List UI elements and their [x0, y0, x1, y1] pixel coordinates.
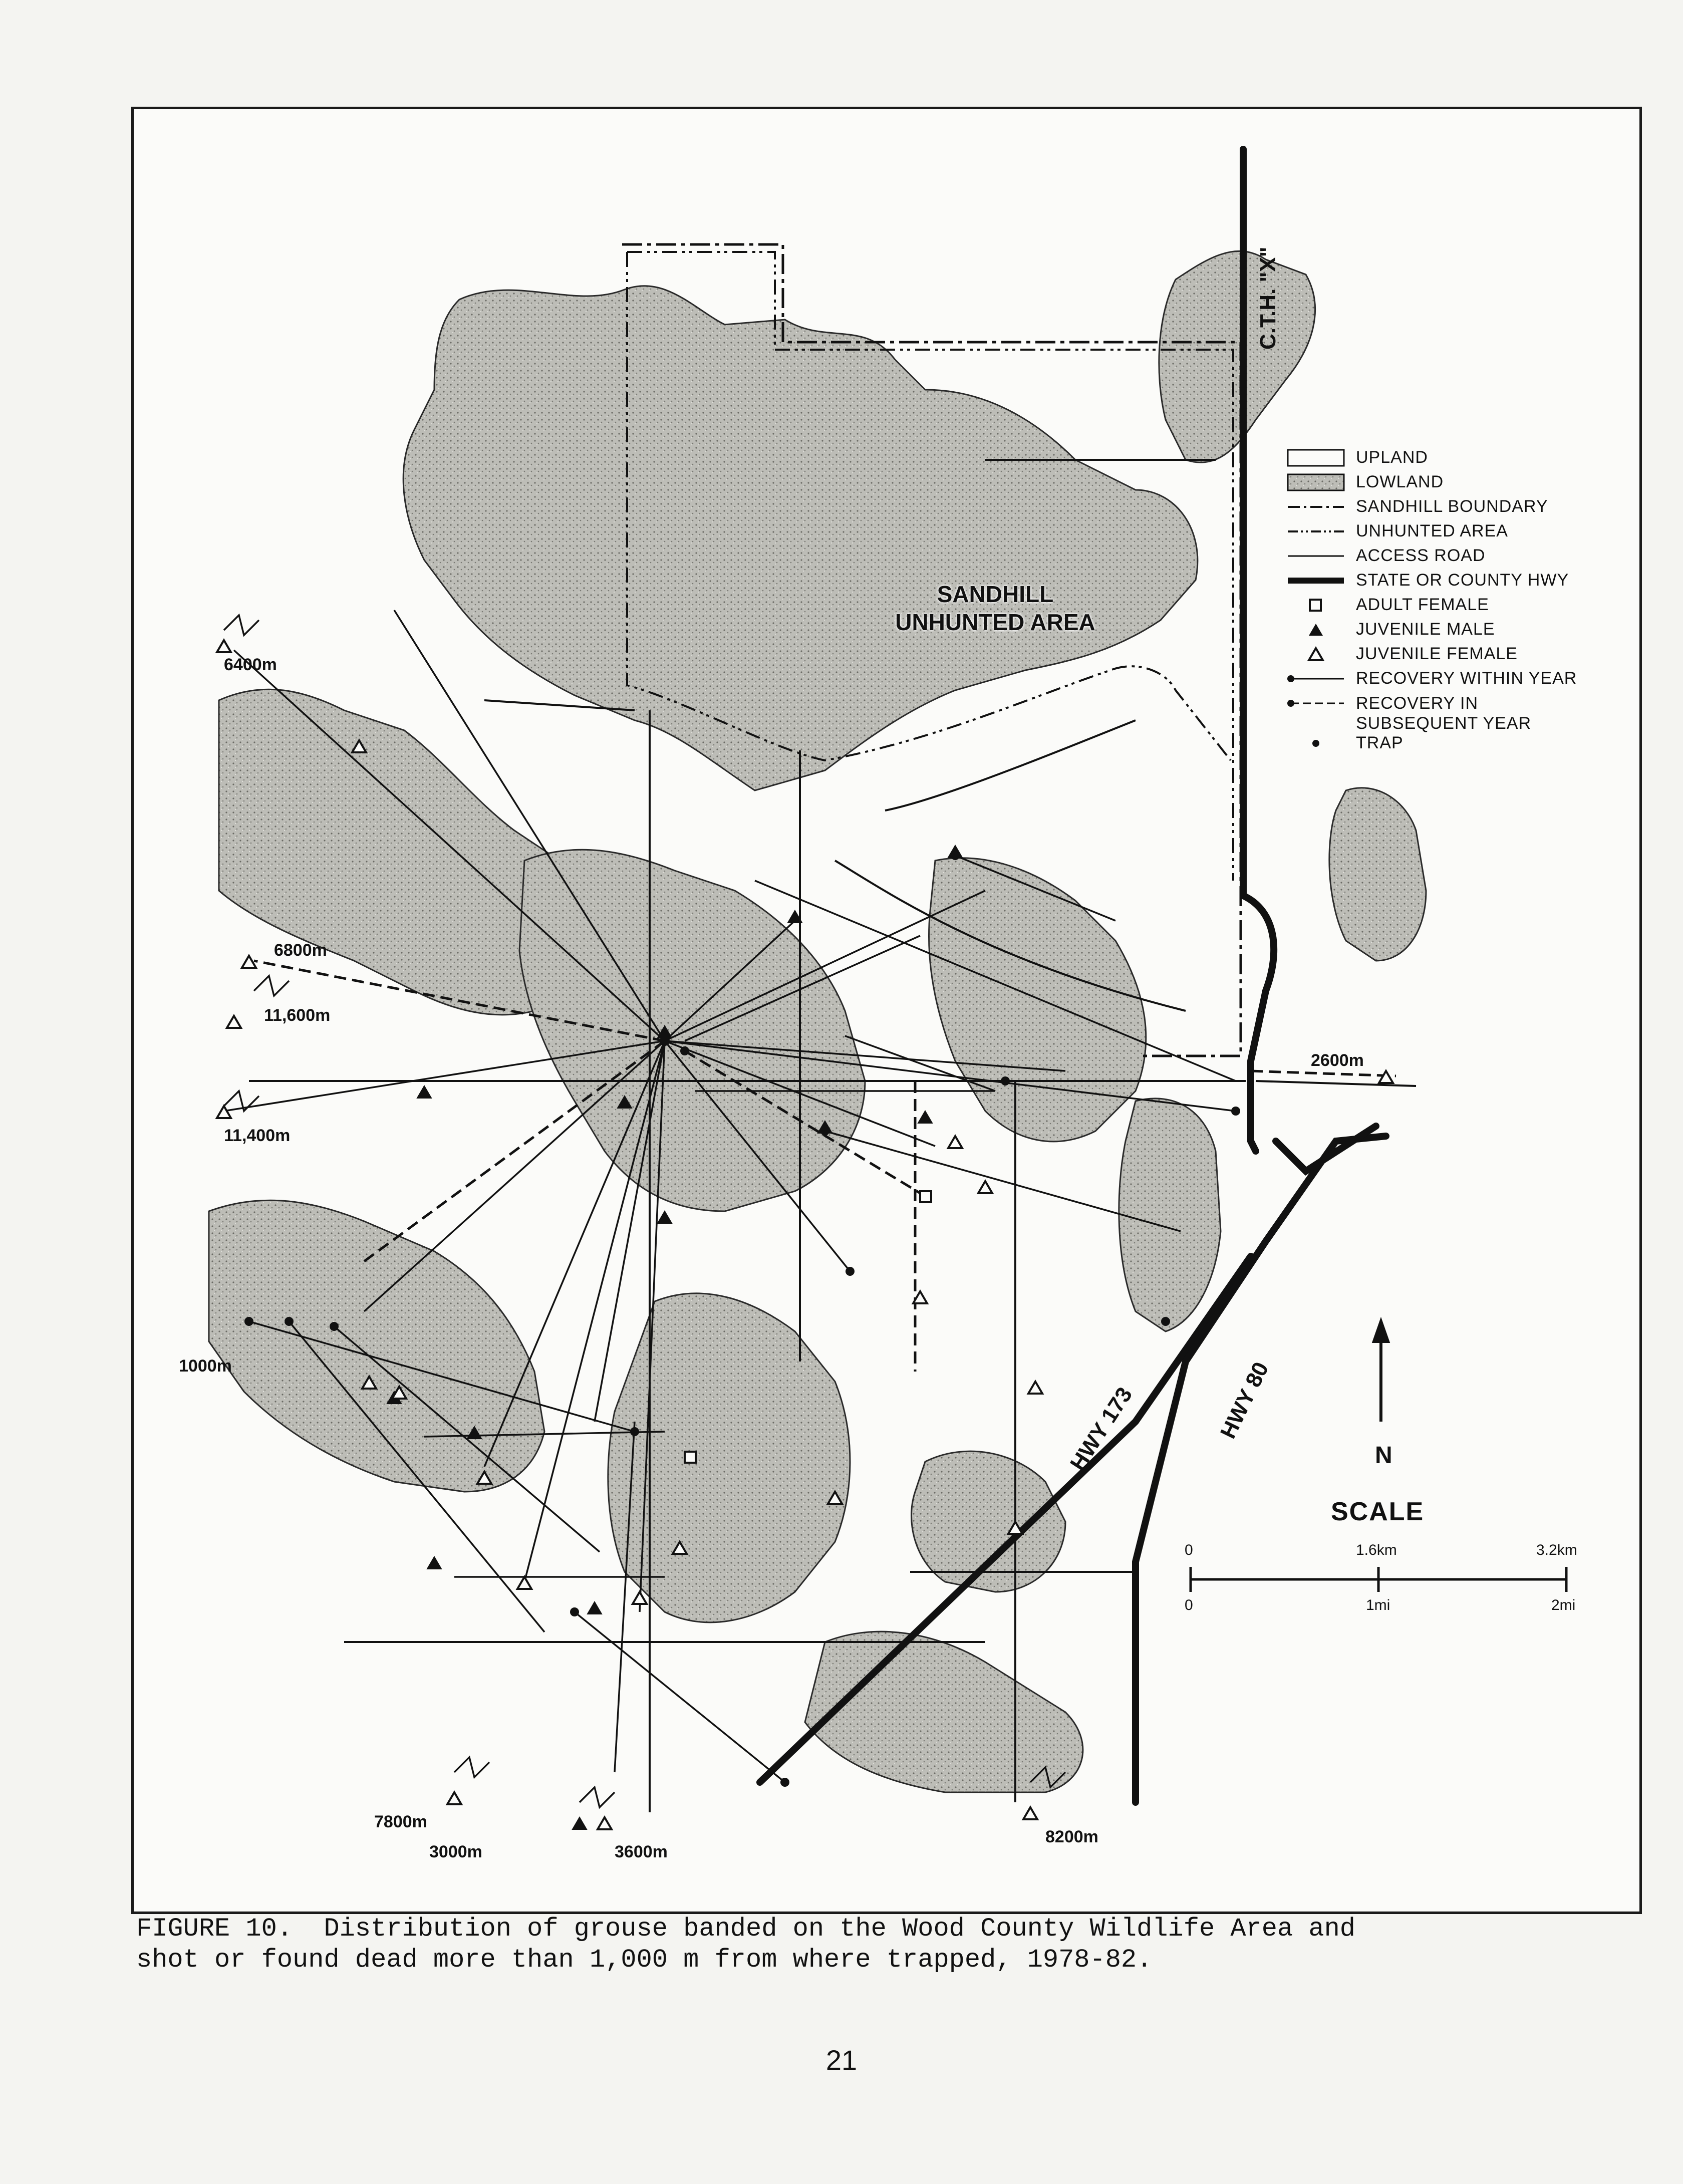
lowland-east-center	[929, 858, 1146, 1142]
distance-label: 6400m	[224, 655, 277, 674]
distance-label: 3600m	[615, 1842, 668, 1861]
distance-label: 1000m	[179, 1356, 232, 1376]
legend-label: UPLAND	[1356, 448, 1428, 467]
legend-item-access-road	[1286, 543, 1606, 568]
map-legend	[1286, 445, 1606, 755]
page-number: 21	[825, 2044, 858, 2076]
legend-label: STATE OR COUNTY HWY	[1356, 571, 1569, 590]
dash-dot-line-icon	[1286, 497, 1346, 517]
map-canvas	[134, 109, 1639, 1912]
distance-label: 11,400m	[224, 1126, 291, 1145]
label-cth-x: C.T.H. "X"	[1256, 246, 1280, 350]
legend-item-juvenile-male	[1286, 617, 1606, 641]
legend-item-sandhill-boundary	[1286, 494, 1606, 518]
thick-line-icon	[1286, 571, 1346, 591]
scale-mi-tick: 2mi	[1551, 1597, 1576, 1613]
legend-item-recovery-within-year	[1286, 666, 1606, 690]
scale-title: SCALE	[1331, 1497, 1425, 1526]
dashed-line-dot-icon	[1286, 693, 1346, 713]
legend-label: RECOVERY IN SUBSEQUENT YEAR	[1356, 694, 1532, 733]
distance-label: 6800m	[274, 941, 327, 960]
legend-item-recovery-subsequent-year	[1286, 690, 1606, 733]
scale-bar	[1191, 1567, 1566, 1592]
distance-label: 11,600m	[264, 1006, 331, 1025]
caption-line-1: FIGURE 10. Distribution of grouse banded on the Wood County Wildlife Area and	[136, 1914, 1355, 1944]
legend-label: ADULT FEMALE	[1356, 595, 1489, 614]
legend-item-state-county-hwy	[1286, 568, 1606, 592]
filled-triangle-icon	[1286, 620, 1346, 640]
open-triangle-icon	[1286, 644, 1346, 664]
distance-label: 3000m	[429, 1842, 482, 1861]
legend-label: ACCESS ROAD	[1356, 546, 1486, 565]
solid-line-dot-icon	[1286, 669, 1346, 689]
area-title-line-2: UNHUNTED AREA	[895, 609, 1095, 635]
north-arrow	[1374, 1321, 1388, 1422]
distance-label: 8200m	[1045, 1827, 1098, 1846]
scale-km-tick: 1.6km	[1356, 1542, 1397, 1558]
lowland-east-edge	[1329, 788, 1426, 961]
legend-label: JUVENILE FEMALE	[1356, 644, 1518, 663]
scale-km-tick: 3.2km	[1536, 1542, 1577, 1558]
dash-dot-dot-line-icon	[1286, 521, 1346, 541]
lowland-southwest	[209, 1200, 544, 1492]
lowland-swatch-icon	[1286, 472, 1346, 492]
legend-item-juvenile-female	[1286, 641, 1606, 666]
legend-item-unhunted-area	[1286, 518, 1606, 543]
lowland-north-central	[403, 286, 1198, 790]
legend-item-trap	[1286, 730, 1606, 755]
legend-label: TRAP	[1356, 733, 1404, 752]
legend-label: SANDHILL BOUNDARY	[1356, 497, 1548, 516]
lowland-northeast	[1159, 251, 1315, 462]
figure-caption	[136, 1914, 1564, 1976]
hwy-80-junction	[1276, 1126, 1376, 1171]
label-hwy-80: HWY 80	[1216, 1358, 1274, 1443]
unhunted-area-title	[865, 580, 1126, 636]
legend-label: RECOVERY WITHIN YEAR	[1356, 669, 1577, 688]
legend-item-lowland	[1286, 469, 1606, 494]
legend-label: LOWLAND	[1356, 472, 1444, 491]
label-hwy-173: HWY 173	[1065, 1383, 1138, 1475]
scale-mi-tick: 0	[1185, 1597, 1193, 1613]
lowland-center	[519, 850, 865, 1211]
legend-label: UNHUNTED AREA	[1356, 521, 1508, 540]
distance-label: 2600m	[1311, 1051, 1364, 1070]
lowland-south-center	[608, 1293, 850, 1622]
map-frame	[131, 107, 1642, 1914]
lowland-patch-se	[912, 1451, 1066, 1592]
thin-line-icon	[1286, 546, 1346, 566]
legend-item-upland	[1286, 445, 1606, 469]
upland-swatch-icon	[1286, 448, 1346, 468]
scale-mi-tick: 1mi	[1366, 1597, 1390, 1613]
lowland-south	[805, 1631, 1083, 1792]
distance-label: 7800m	[374, 1812, 427, 1831]
lowland-east-south	[1119, 1099, 1221, 1331]
area-title-line-1: SANDHILL	[937, 581, 1054, 607]
dot-icon	[1286, 733, 1346, 753]
legend-item-adult-female	[1286, 592, 1606, 617]
scale-km-tick: 0	[1185, 1542, 1193, 1558]
caption-line-2: shot or found dead more than 1,000 m from where trapped, 1978-82.	[136, 1945, 1153, 1975]
legend-label: JUVENILE MALE	[1356, 620, 1495, 639]
north-letter: N	[1375, 1442, 1392, 1469]
square-icon	[1286, 595, 1346, 615]
